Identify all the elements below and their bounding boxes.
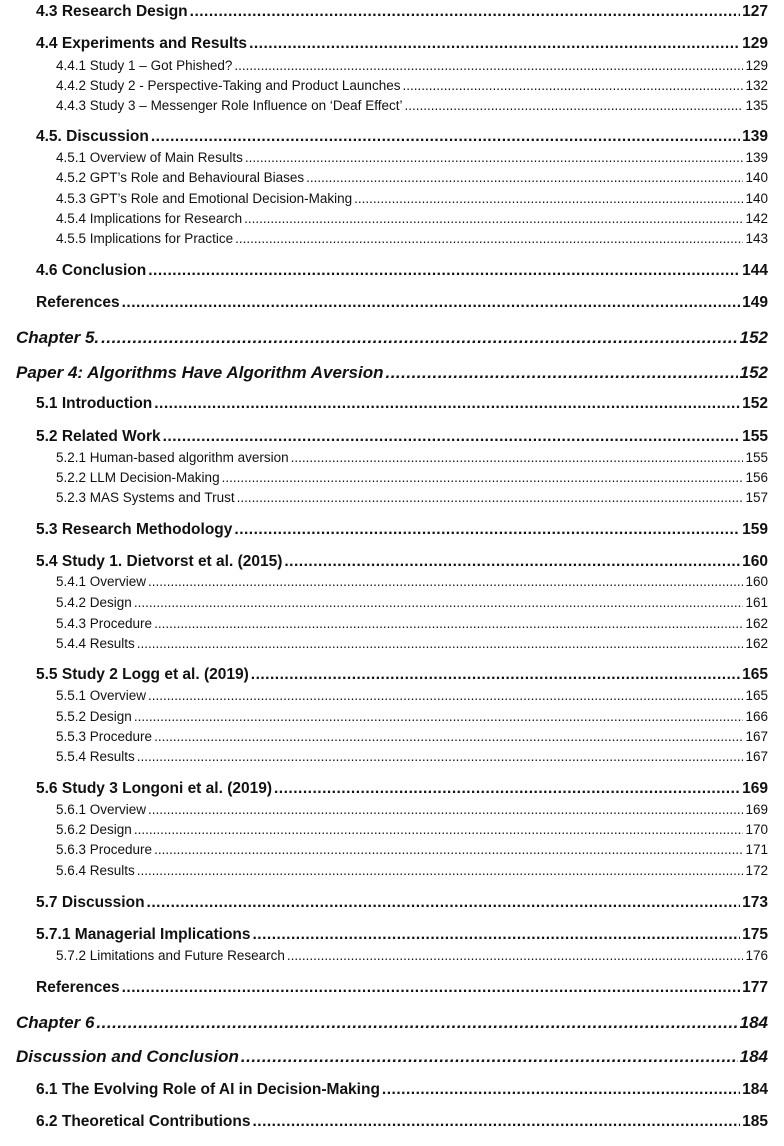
dot-leader	[253, 926, 741, 944]
toc-entry[interactable]	[36, 926, 768, 944]
toc-entry[interactable]	[56, 616, 768, 631]
toc-entry-page-number: 159	[742, 521, 768, 538]
toc-entry-page-number: 142	[745, 211, 768, 226]
toc-entry[interactable]	[56, 863, 768, 878]
toc-entry-title: 5.4 Study 1. Dietvorst et al. (2015)	[36, 553, 283, 570]
toc-entry-page-number: 140	[745, 170, 768, 185]
dot-leader	[245, 150, 744, 165]
toc-entry-title: 5.6.2 Design	[56, 822, 132, 837]
dot-leader	[151, 128, 740, 146]
toc-entry-title: 5.4.4 Results	[56, 636, 135, 651]
dot-leader	[134, 822, 744, 837]
toc-entry-page-number: 184	[739, 1013, 768, 1032]
toc-entry-page-number: 184	[739, 1047, 768, 1066]
toc-entry-title: References	[36, 294, 120, 311]
toc-entry-page-number: 152	[739, 328, 768, 347]
toc-entry-title: 5.4.1 Overview	[56, 574, 147, 589]
dot-leader	[96, 1013, 737, 1033]
toc-entry[interactable]	[36, 666, 768, 684]
dot-leader	[385, 363, 737, 383]
dot-leader	[190, 3, 740, 21]
toc-entry[interactable]	[56, 78, 768, 93]
dot-leader	[249, 35, 740, 53]
toc-entry-title: 5.1 Introduction	[36, 395, 153, 412]
dot-leader	[404, 98, 743, 113]
toc-entry-title: 5.2 Related Work	[36, 428, 161, 445]
toc-entry-page-number: 144	[742, 262, 768, 279]
dot-leader	[147, 894, 741, 912]
toc-entry-title: 5.7.2 Limitations and Future Research	[56, 948, 285, 963]
toc-entry[interactable]	[36, 979, 768, 997]
toc-entry-page-number: 132	[745, 78, 768, 93]
toc-entry-title: 5.6.1 Overview	[56, 802, 147, 817]
toc-entry[interactable]	[16, 328, 768, 348]
toc-entry[interactable]	[56, 749, 768, 764]
dot-leader	[234, 58, 743, 73]
toc-entry[interactable]	[56, 574, 768, 589]
toc-entry-title: 4.5.3 GPT’s Role and Emotional Decision-Making	[56, 191, 353, 206]
dot-leader	[137, 636, 744, 651]
toc-entry[interactable]	[36, 294, 768, 312]
toc-entry[interactable]	[36, 3, 768, 21]
toc-entry-title: 6.2 Theoretical Contributions	[36, 1113, 251, 1130]
toc-entry-title: 4.5.2 GPT’s Role and Behavioural Biases	[56, 170, 305, 185]
toc-entry[interactable]	[36, 262, 768, 280]
toc-entry[interactable]	[36, 1113, 768, 1131]
toc-entry-title: 5.2.1 Human-based algorithm aversion	[56, 450, 289, 465]
toc-entry-title: 6.1 The Evolving Role of AI in Decision-Making	[36, 1081, 380, 1098]
toc-entry[interactable]	[56, 822, 768, 837]
toc-entry-title: 4.4 Experiments and Results	[36, 35, 248, 52]
toc-entry-page-number: 129	[742, 35, 768, 52]
toc-entry-page-number: 160	[742, 553, 768, 570]
toc-entry-page-number: 173	[742, 894, 768, 911]
toc-entry-title: Discussion and Conclusion	[16, 1047, 239, 1066]
toc-entry[interactable]	[56, 231, 768, 246]
toc-entry-page-number: 162	[745, 636, 768, 651]
toc-entry-title: 5.2.3 MAS Systems and Trust	[56, 490, 235, 505]
toc-entry-title: 4.5.1 Overview of Main Results	[56, 150, 243, 165]
toc-entry[interactable]	[36, 521, 768, 539]
dot-leader	[148, 802, 743, 817]
toc-entry-title: 5.5.3 Procedure	[56, 729, 153, 744]
dot-leader	[241, 1047, 738, 1067]
dot-leader	[148, 262, 740, 280]
toc-entry-page-number: 152	[739, 363, 768, 382]
toc-entry[interactable]	[36, 1081, 768, 1099]
toc-entry-page-number: 170	[745, 822, 768, 837]
dot-leader	[354, 191, 743, 206]
toc-entry-page-number: 166	[745, 709, 768, 724]
toc-entry-title: 5.6.3 Procedure	[56, 842, 153, 857]
toc-entry-title: 5.5.4 Results	[56, 749, 135, 764]
toc-entry-page-number: 156	[745, 470, 768, 485]
toc-entry[interactable]	[36, 780, 768, 798]
toc-entry-title: 5.5 Study 2 Logg et al. (2019)	[36, 666, 249, 683]
dot-leader	[154, 729, 743, 744]
dot-leader	[274, 780, 740, 798]
toc-entry-page-number: 139	[742, 128, 768, 145]
toc-entry-title: 4.5. Discussion	[36, 128, 149, 145]
dot-leader	[402, 78, 743, 93]
toc-entry[interactable]	[56, 802, 768, 817]
toc-entry-title: References	[36, 979, 120, 996]
dot-leader	[122, 979, 741, 997]
toc-entry-page-number: 177	[742, 979, 768, 996]
toc-entry[interactable]	[56, 842, 768, 857]
toc-entry[interactable]	[36, 395, 768, 413]
toc-entry-title: 4.4.2 Study 2 - Perspective-Taking and Product Launches	[56, 78, 401, 93]
dot-leader	[234, 521, 740, 539]
toc-entry-page-number: 135	[745, 98, 768, 113]
toc-entry[interactable]	[36, 428, 768, 446]
toc-entry[interactable]	[16, 363, 768, 383]
toc-entry[interactable]	[56, 595, 768, 610]
toc-entry-title: Chapter 5.	[16, 328, 100, 347]
dot-leader	[287, 948, 744, 963]
toc-entry-title: 4.5.4 Implications for Research	[56, 211, 243, 226]
toc-entry-title: 5.4.3 Procedure	[56, 616, 153, 631]
toc-entry-title: 5.7 Discussion	[36, 894, 145, 911]
toc-entry[interactable]	[56, 98, 768, 113]
toc-entry-title: 5.6.4 Results	[56, 863, 135, 878]
toc-entry[interactable]	[56, 729, 768, 744]
toc-entry-page-number: 184	[742, 1081, 768, 1098]
toc-entry-page-number: 139	[745, 150, 768, 165]
toc-entry-page-number: 129	[745, 58, 768, 73]
toc-entry[interactable]	[36, 35, 768, 53]
toc-entry-page-number: 172	[745, 863, 768, 878]
toc-entry-title: 4.3 Research Design	[36, 3, 188, 20]
toc-entry-page-number: 155	[745, 450, 768, 465]
toc-entry-page-number: 167	[745, 729, 768, 744]
toc-entry-page-number: 165	[742, 666, 768, 683]
toc-entry[interactable]	[16, 1013, 768, 1033]
toc-entry-title: 5.6 Study 3 Longoni et al. (2019)	[36, 780, 272, 797]
dot-leader	[235, 231, 743, 246]
toc-entry-page-number: 160	[745, 574, 768, 589]
toc-entry-page-number: 162	[745, 616, 768, 631]
toc-entry-page-number: 167	[745, 749, 768, 764]
dot-leader	[154, 616, 743, 631]
toc-entry-title: 5.2.2 LLM Decision-Making	[56, 470, 220, 485]
dot-leader	[237, 490, 744, 505]
toc-entry-title: 4.4.1 Study 1 – Got Phished?	[56, 58, 233, 73]
toc-entry[interactable]	[56, 948, 768, 963]
toc-entry-page-number: 185	[742, 1113, 768, 1130]
toc-entry-title: Paper 4: Algorithms Have Algorithm Aversion	[16, 363, 384, 382]
dot-leader	[284, 553, 740, 571]
dot-leader	[134, 709, 744, 724]
toc-entry-page-number: 169	[742, 780, 768, 797]
toc-entry-page-number: 127	[742, 3, 768, 20]
dot-leader	[306, 170, 743, 185]
toc-entry[interactable]	[56, 688, 768, 703]
dot-leader	[148, 574, 743, 589]
toc-entry-title: 5.5.1 Overview	[56, 688, 147, 703]
dot-leader	[244, 211, 743, 226]
toc-entry[interactable]	[56, 636, 768, 651]
dot-leader	[101, 328, 737, 348]
dot-leader	[148, 688, 743, 703]
toc-entry-title: 5.5.2 Design	[56, 709, 132, 724]
toc-entry-page-number: 155	[742, 428, 768, 445]
toc-entry-title: Chapter 6	[16, 1013, 95, 1032]
toc-entry-page-number: 169	[745, 802, 768, 817]
toc-entry-title: 5.7.1 Managerial Implications	[36, 926, 251, 943]
toc-entry[interactable]	[56, 450, 768, 465]
dot-leader	[291, 450, 744, 465]
toc-entry[interactable]	[56, 211, 768, 226]
dot-leader	[154, 395, 740, 413]
toc-entry[interactable]	[36, 128, 768, 146]
dot-leader	[163, 428, 741, 446]
dot-leader	[382, 1081, 740, 1099]
toc-entry[interactable]	[56, 490, 768, 505]
dot-leader	[137, 863, 744, 878]
dot-leader	[154, 842, 743, 857]
toc-entry[interactable]	[36, 553, 768, 571]
toc-entry-page-number: 143	[745, 231, 768, 246]
toc-entry[interactable]	[36, 894, 768, 912]
toc-entry-page-number: 171	[745, 842, 768, 857]
dot-leader	[122, 294, 741, 312]
toc-entry[interactable]	[56, 150, 768, 165]
toc-entry-title: 4.6 Conclusion	[36, 262, 147, 279]
toc-entry[interactable]	[56, 709, 768, 724]
toc-entry[interactable]	[56, 191, 768, 206]
toc-entry-page-number: 157	[745, 490, 768, 505]
dot-leader	[134, 595, 744, 610]
toc-entry[interactable]	[56, 170, 768, 185]
toc-entry-page-number: 176	[745, 948, 768, 963]
dot-leader	[222, 470, 744, 485]
toc-entry[interactable]	[16, 1047, 768, 1067]
toc-entry-page-number: 149	[742, 294, 768, 311]
dot-leader	[251, 666, 740, 684]
toc-entry[interactable]	[56, 470, 768, 485]
dot-leader	[252, 1113, 740, 1131]
toc-entry-page-number: 175	[742, 926, 768, 943]
toc-entry-page-number: 140	[745, 191, 768, 206]
dot-leader	[137, 749, 744, 764]
toc-entry-title: 4.5.5 Implications for Practice	[56, 231, 234, 246]
toc-entry[interactable]	[56, 58, 768, 73]
toc-entry-title: 4.4.3 Study 3 – Messenger Role Influence on ‘Deaf Effect’	[56, 98, 403, 113]
toc-entry-page-number: 161	[745, 595, 768, 610]
toc-entry-page-number: 152	[742, 395, 768, 412]
toc-entry-page-number: 165	[745, 688, 768, 703]
toc-entry-title: 5.4.2 Design	[56, 595, 132, 610]
toc-entry-title: 5.3 Research Methodology	[36, 521, 233, 538]
